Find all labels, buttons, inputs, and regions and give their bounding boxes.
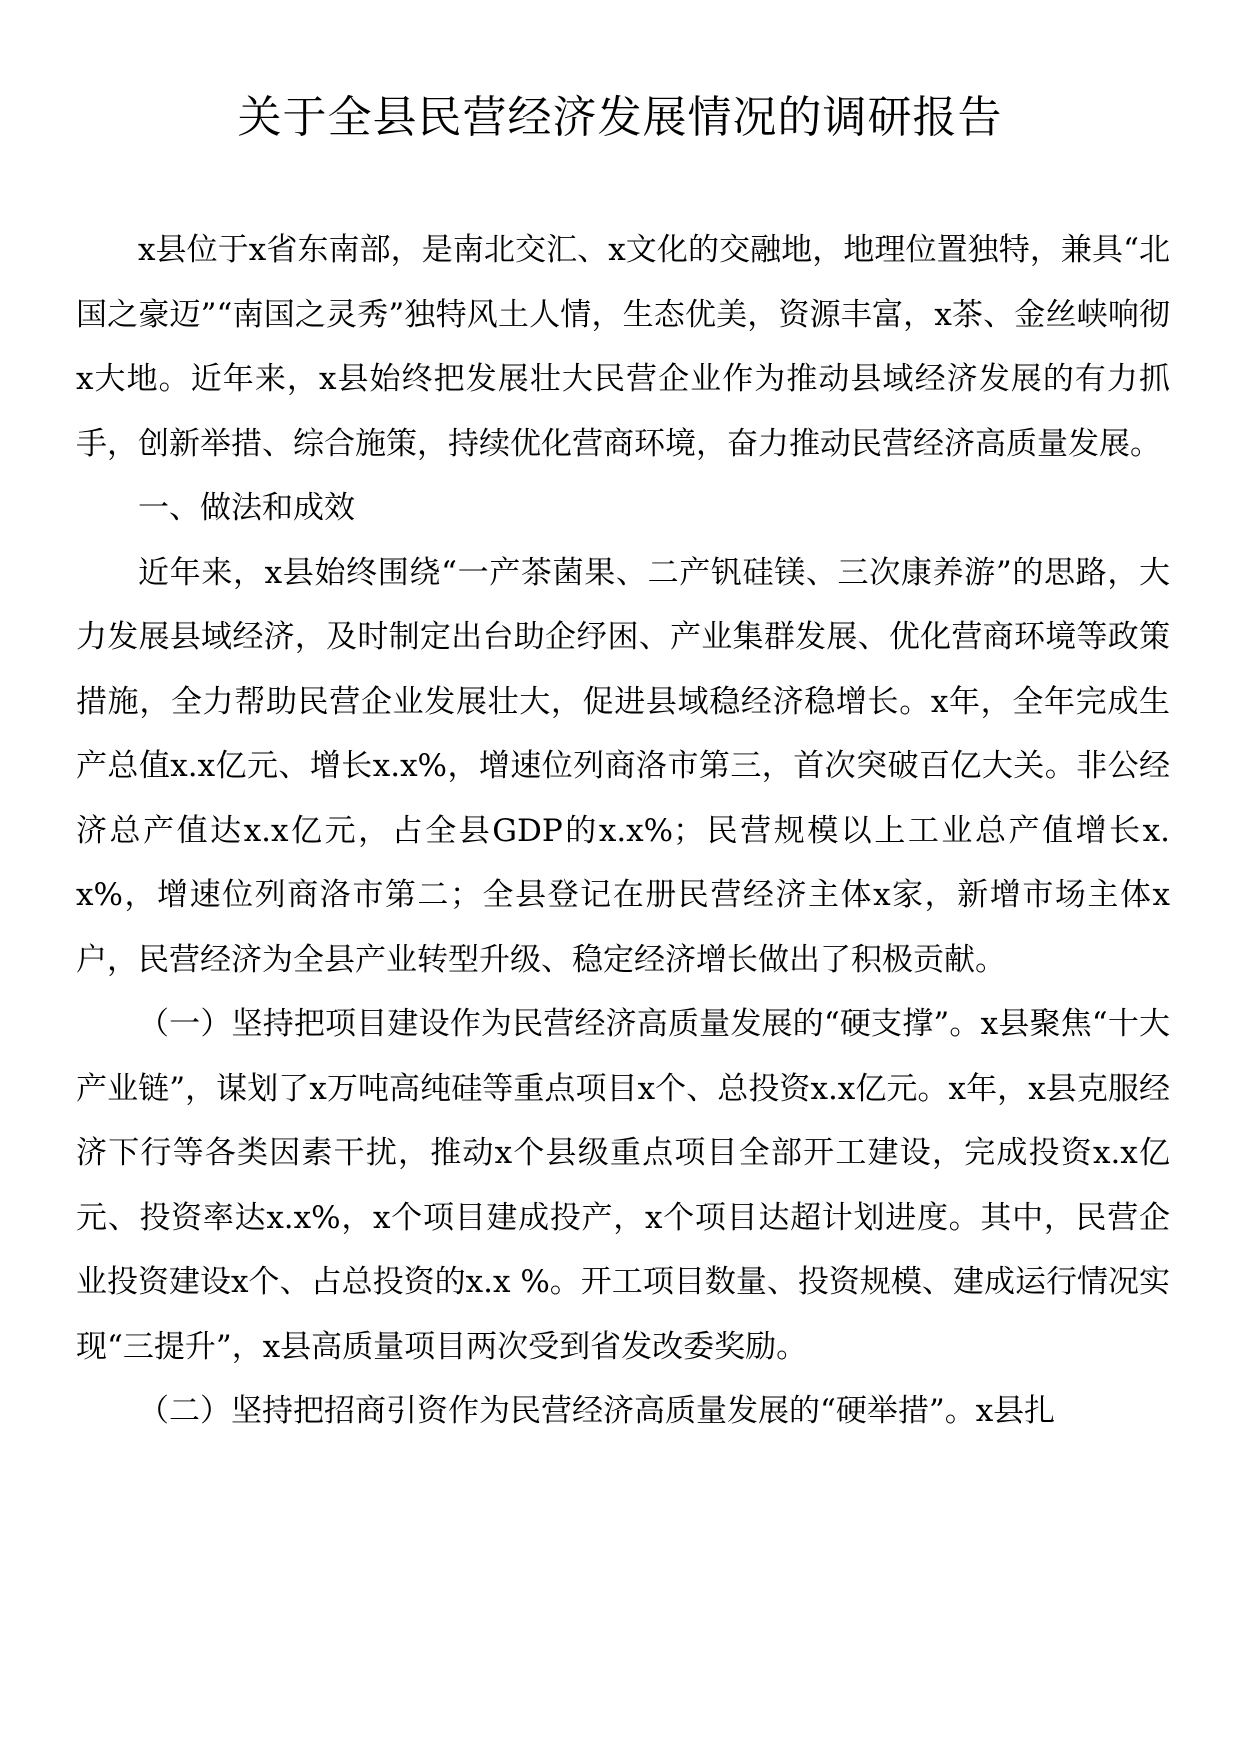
document-title: 关于全县民营经济发展情况的调研报告	[237, 92, 1003, 143]
intro-paragraph: x县位于x省东南部，是南北交汇、x文化的交融地，地理位置独特，兼具“北国之豪迈”“南国之灵秀”独特风土人情，生态优美，资源丰富，x茶、金丝峡响彻x大地。近年来，x县始终把发展壮大民营企业作为推动县域经济发展的有力抓手，创新举措、综合施策，持续优化营商环境，奋力推动民营经济高质量发展。	[76, 232, 1170, 462]
investment-attraction-paragraph: （二）坚持把招商引资作为民营经济高质量发展的“硬举措”。x县扎	[138, 1393, 1056, 1429]
section-heading: 一、做法和成效	[138, 490, 355, 526]
document-body	[76, 218, 1170, 1444]
project-construction-paragraph: （一）坚持把项目建设作为民营经济高质量发展的“硬支撑”。x县聚焦“十大产业链”，谋划了x万吨高纯硅等重点项目x个、总投资x.x亿元。x年，x县克服经济下行等各类因素干扰，推动x个县级重点项目全部开工建设，完成投资x.x亿元、投资率达x.x%，x个项目建成投产，x个项目达超计划进度。其中，民营企业投资建设x个、占总投资的x.x %。开工项目数量、投资规模、建成运行情况实现“三提升”，x县高质量项目两次受到省发改委奖励。	[76, 1006, 1170, 1365]
achievements-paragraph: 近年来，x县始终围绕“一产茶菌果、二产钒硅镁、三次康养游”的思路，大力发展县域经济，及时制定出台助企纾困、产业集群发展、优化营商环境等政策措施，全力帮助民营企业发展壮大，促进县域稳经济稳增长。x年，全年完成生产总值x.x亿元、增长x.x%，增速位列商洛市第三，首次突破百亿大关。非公经济总产值达x.x亿元，占全县GDP的x.x%；民营规模以上工业总产值增长x.x%，增速位列商洛市第二；全县登记在册民营经济主体x家，新增市场主体x户，民营经济为全县产业转型升级、稳定经济增长做出了积极贡献。	[76, 554, 1170, 978]
